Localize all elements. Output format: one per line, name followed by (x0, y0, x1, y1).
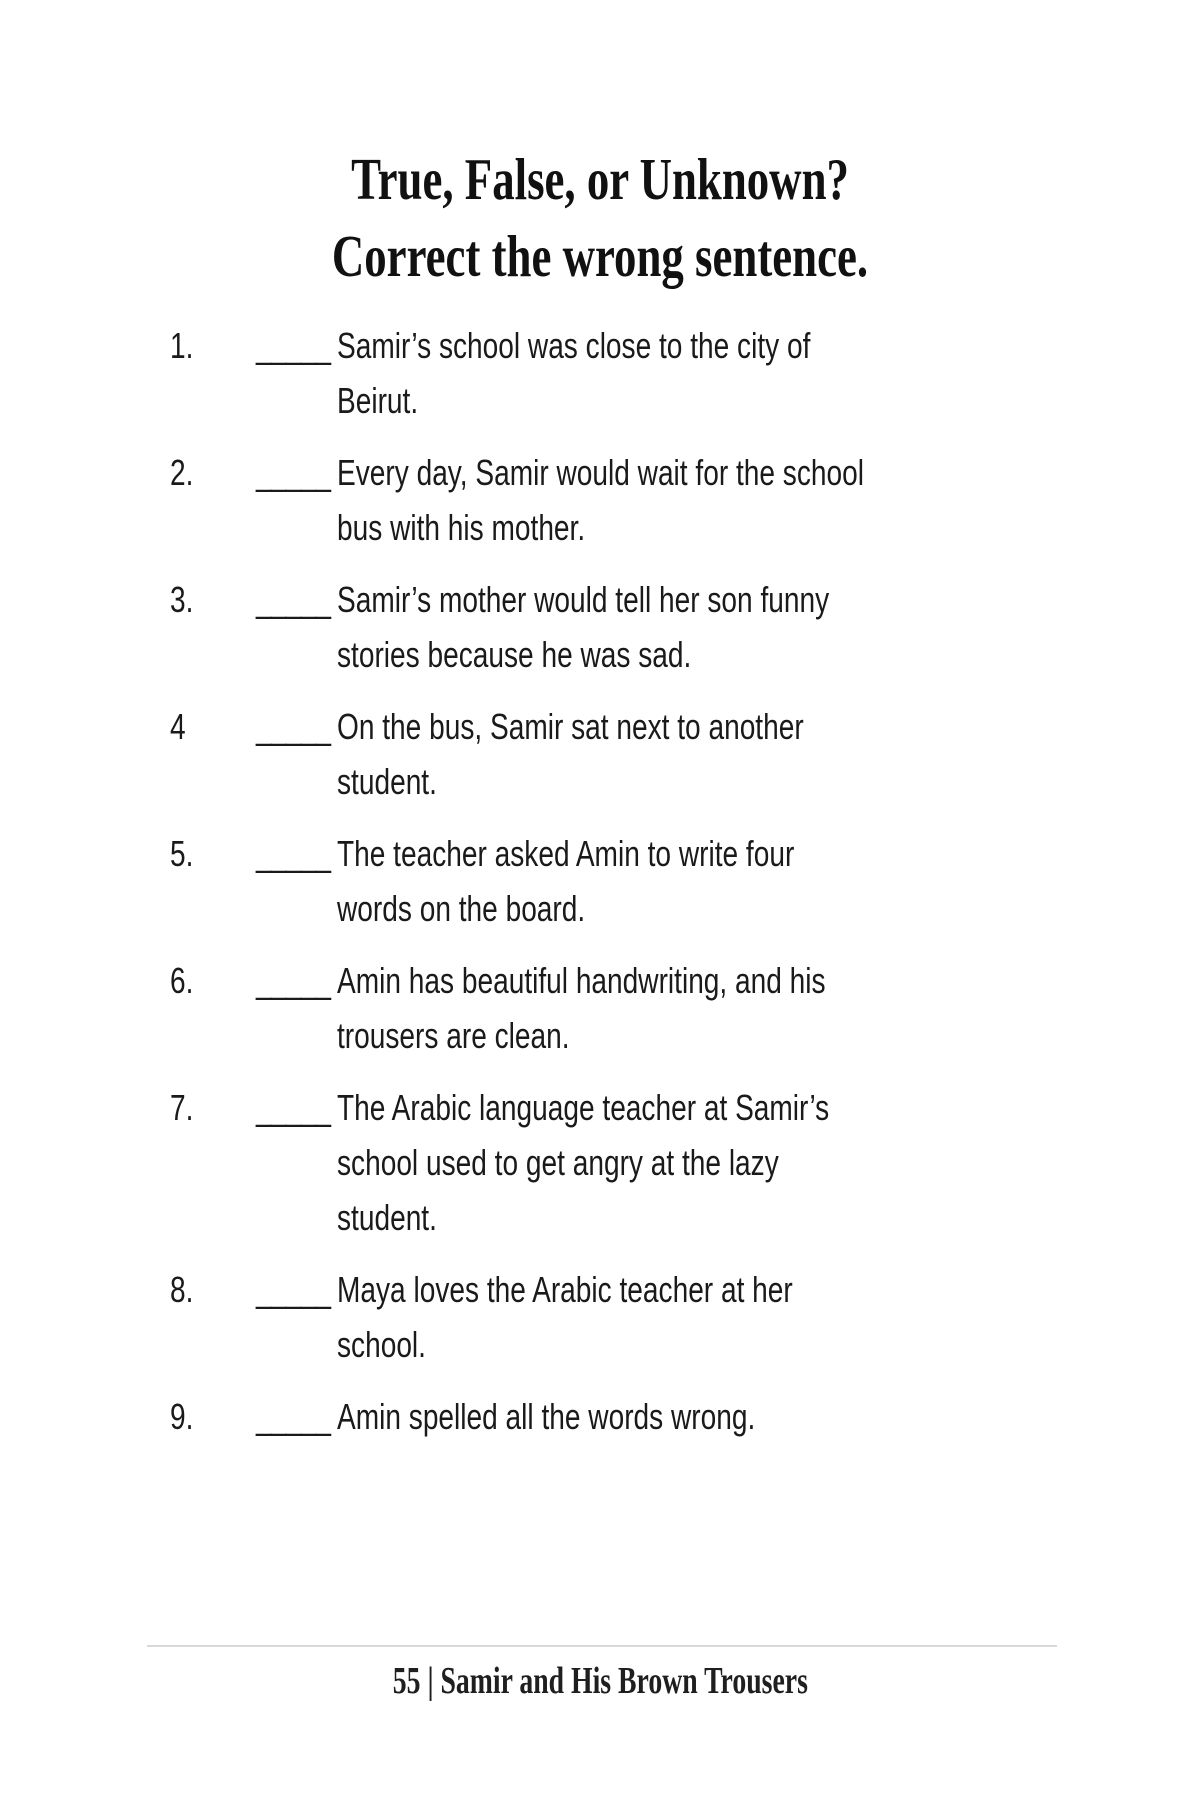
blank-line[interactable]: _____ (256, 1087, 331, 1128)
sentence-line: Amin spelled all the words wrong. (337, 1396, 756, 1437)
blank-line[interactable]: _____ (256, 833, 331, 874)
sentence-line: On the bus, Samir sat next to another (337, 706, 804, 747)
footer-divider (147, 1645, 1057, 1647)
blank-line[interactable]: _____ (256, 706, 331, 747)
sentence-line: words on the board. (337, 888, 586, 929)
sentence (337, 953, 1050, 1063)
list-item (170, 699, 1050, 809)
sentence-line: school used to get angry at the lazy (337, 1142, 779, 1183)
list-item (170, 1080, 1050, 1245)
sentence-line: bus with his mother. (337, 507, 586, 548)
sentence (337, 445, 1050, 555)
blank-line[interactable]: _____ (256, 325, 331, 366)
list-item (170, 318, 1050, 428)
question-list (170, 318, 1050, 1461)
sentence (337, 318, 1050, 428)
answer-blank[interactable] (256, 1080, 337, 1135)
item-number: 7. (170, 1087, 194, 1128)
item-number: 1. (170, 325, 194, 366)
title-line-1: True, False, or Unknown? (351, 146, 849, 212)
blank-line[interactable]: _____ (256, 1269, 331, 1310)
sentence-line: school. (337, 1324, 426, 1365)
blank-line[interactable]: _____ (256, 1396, 331, 1437)
sentence-line: The teacher asked Amin to write four (337, 833, 795, 874)
item-number: 6. (170, 960, 194, 1001)
sentence-line: Every day, Samir would wait for the school (337, 452, 864, 493)
answer-blank[interactable] (256, 572, 337, 627)
sentence (337, 1080, 1050, 1245)
item-number: 2. (170, 452, 194, 493)
list-item (170, 572, 1050, 682)
page-title (0, 141, 1200, 295)
answer-blank[interactable] (256, 699, 337, 754)
page-footer (0, 1659, 1200, 1703)
list-item (170, 953, 1050, 1063)
list-item (170, 1262, 1050, 1372)
list-item (170, 445, 1050, 555)
sentence-line: Maya loves the Arabic teacher at her (337, 1269, 793, 1310)
item-number: 8. (170, 1269, 194, 1310)
answer-blank[interactable] (256, 445, 337, 500)
sentence-line: Samir’s mother would tell her son funny (337, 579, 830, 620)
footer-text: 55 | Samir and His Brown Trousers (392, 1660, 808, 1702)
sentence (337, 1389, 1050, 1444)
answer-blank[interactable] (256, 826, 337, 881)
sentence-line: student. (337, 1197, 437, 1238)
blank-line[interactable]: _____ (256, 452, 331, 493)
blank-line[interactable]: _____ (256, 960, 331, 1001)
sentence-line: The Arabic language teacher at Samir’s (337, 1087, 830, 1128)
answer-blank[interactable] (256, 953, 337, 1008)
sentence-line: Samir’s school was close to the city of (337, 325, 811, 366)
title-line-2: Correct the wrong sentence. (331, 223, 869, 289)
answer-blank[interactable] (256, 318, 337, 373)
sentence-line: Amin has beautiful handwriting, and his (337, 960, 826, 1001)
sentence (337, 826, 1050, 936)
sentence-line: Beirut. (337, 380, 419, 421)
list-item (170, 1389, 1050, 1444)
list-item (170, 826, 1050, 936)
sentence (337, 1262, 1050, 1372)
sentence (337, 572, 1050, 682)
item-number: 5. (170, 833, 194, 874)
item-number: 4 (170, 706, 186, 747)
item-number: 3. (170, 579, 194, 620)
sentence-line: stories because he was sad. (337, 634, 692, 675)
sentence-line: trousers are clean. (337, 1015, 570, 1056)
sentence (337, 699, 1050, 809)
sentence-line: student. (337, 761, 437, 802)
blank-line[interactable]: _____ (256, 579, 331, 620)
answer-blank[interactable] (256, 1389, 337, 1444)
item-number: 9. (170, 1396, 194, 1437)
answer-blank[interactable] (256, 1262, 337, 1317)
